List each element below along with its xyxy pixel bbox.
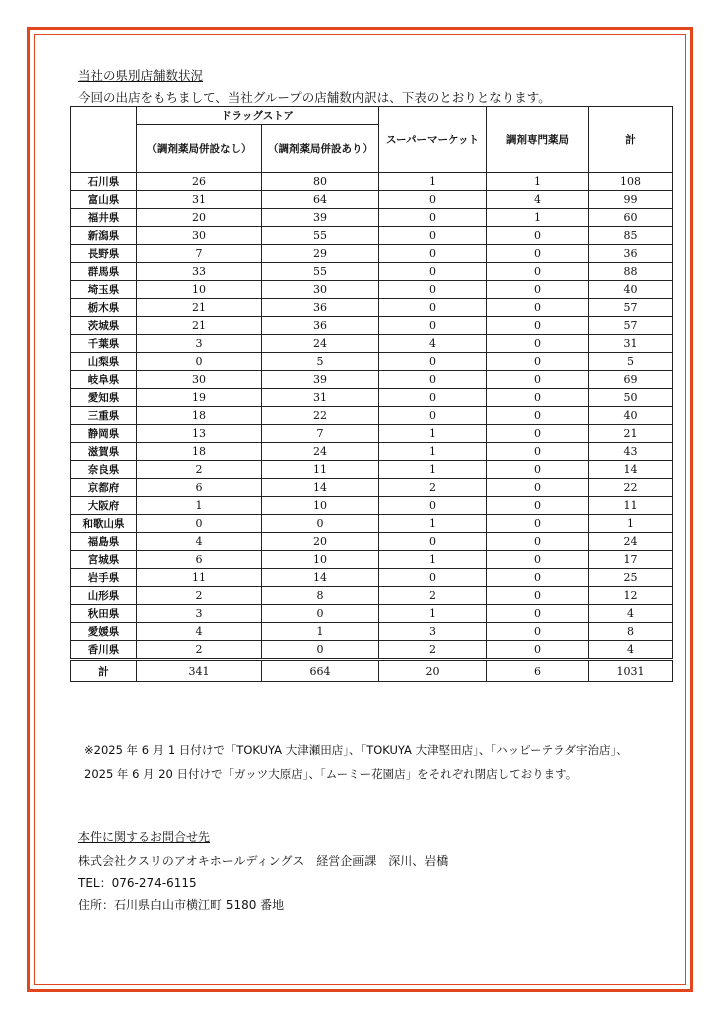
total-cell: 57: [589, 317, 673, 335]
drug-no-dispensing-cell: 30: [137, 371, 262, 389]
total-drug-with-dispensing-cell: 664: [262, 660, 379, 682]
supermarket-cell: 0: [379, 497, 487, 515]
table-row: [71, 299, 673, 317]
section-heading: 当社の県別店舗数状況: [78, 68, 204, 83]
drug-with-dispensing-cell: 39: [262, 371, 379, 389]
drug-with-dispensing-cell: 64: [262, 191, 379, 209]
drug-no-dispensing-cell: 18: [137, 443, 262, 461]
supermarket-cell: 1: [379, 443, 487, 461]
dispensing-only-cell: 0: [487, 371, 589, 389]
total-cell: 21: [589, 425, 673, 443]
table-row: [71, 407, 673, 425]
prefecture-cell: 大阪府: [71, 497, 137, 515]
total-prefecture-cell: 計: [71, 660, 137, 682]
drug-with-dispensing-cell: 0: [262, 605, 379, 623]
supermarket-cell: 2: [379, 479, 487, 497]
dispensing-only-cell: 0: [487, 335, 589, 353]
drug-with-dispensing-cell: 22: [262, 407, 379, 425]
table-row: [71, 569, 673, 587]
drug-with-dispensing-cell: 55: [262, 227, 379, 245]
prefecture-cell: 茨城県: [71, 317, 137, 335]
total-cell: 11: [589, 497, 673, 515]
table-row: [71, 605, 673, 623]
supermarket-cell: 1: [379, 605, 487, 623]
supermarket-cell: 0: [379, 281, 487, 299]
prefecture-cell: 静岡県: [71, 425, 137, 443]
supermarket-cell: 0: [379, 227, 487, 245]
table-row: [71, 191, 673, 209]
total-cell: 31: [589, 335, 673, 353]
total-cell: 4: [589, 641, 673, 660]
drug-no-dispensing-cell: 26: [137, 173, 262, 191]
dispensing-only-cell: 1: [487, 209, 589, 227]
header-drug-no-dispensing: （調剤薬局併設なし）: [137, 125, 262, 173]
closure-note-line-2: 2025 年 6 月 20 日付けで「ガッツ大原店」、「ムーミー花園店」をそれぞれ閉店しております。: [84, 767, 578, 781]
dispensing-only-cell: 0: [487, 641, 589, 660]
table-row: [71, 353, 673, 371]
drug-with-dispensing-cell: 36: [262, 299, 379, 317]
total-cell: 60: [589, 209, 673, 227]
table-row: [71, 533, 673, 551]
drug-with-dispensing-cell: 55: [262, 263, 379, 281]
prefecture-cell: 福島県: [71, 533, 137, 551]
prefecture-cell: 山梨県: [71, 353, 137, 371]
dispensing-only-cell: 0: [487, 443, 589, 461]
dispensing-only-cell: 0: [487, 353, 589, 371]
dispensing-only-cell: 0: [487, 497, 589, 515]
prefecture-cell: 和歌山県: [71, 515, 137, 533]
drug-with-dispensing-cell: 20: [262, 533, 379, 551]
total-cell: 85: [589, 227, 673, 245]
dispensing-only-cell: 0: [487, 605, 589, 623]
prefecture-cell: 岐阜県: [71, 371, 137, 389]
total-cell: 14: [589, 461, 673, 479]
drug-no-dispensing-cell: 30: [137, 227, 262, 245]
prefecture-cell: 福井県: [71, 209, 137, 227]
dispensing-only-cell: 0: [487, 389, 589, 407]
supermarket-cell: 0: [379, 353, 487, 371]
total-dispensing-only-cell: 6: [487, 660, 589, 682]
total-supermarket-cell: 20: [379, 660, 487, 682]
supermarket-cell: 2: [379, 641, 487, 660]
dispensing-only-cell: 0: [487, 461, 589, 479]
table-row: [71, 209, 673, 227]
drug-no-dispensing-cell: 33: [137, 263, 262, 281]
supermarket-cell: 0: [379, 191, 487, 209]
dispensing-only-cell: 0: [487, 533, 589, 551]
drug-no-dispensing-cell: 7: [137, 245, 262, 263]
table-row: [71, 515, 673, 533]
drug-with-dispensing-cell: 39: [262, 209, 379, 227]
total-cell: 5: [589, 353, 673, 371]
dispensing-only-cell: 0: [487, 479, 589, 497]
supermarket-cell: 1: [379, 551, 487, 569]
total-cell: 57: [589, 299, 673, 317]
drug-no-dispensing-cell: 31: [137, 191, 262, 209]
drug-with-dispensing-cell: 29: [262, 245, 379, 263]
total-cell: 43: [589, 443, 673, 461]
drug-no-dispensing-cell: 6: [137, 551, 262, 569]
supermarket-cell: 3: [379, 623, 487, 641]
drug-no-dispensing-cell: 1: [137, 497, 262, 515]
drug-with-dispensing-cell: 14: [262, 479, 379, 497]
table-row: [71, 479, 673, 497]
total-cell: 108: [589, 173, 673, 191]
prefecture-cell: 長野県: [71, 245, 137, 263]
prefecture-cell: 栃木県: [71, 299, 137, 317]
drug-with-dispensing-cell: 10: [262, 551, 379, 569]
supermarket-cell: 0: [379, 245, 487, 263]
total-cell: 22: [589, 479, 673, 497]
dispensing-only-cell: 0: [487, 425, 589, 443]
prefecture-cell: 新潟県: [71, 227, 137, 245]
dispensing-only-cell: 0: [487, 245, 589, 263]
drug-no-dispensing-cell: 18: [137, 407, 262, 425]
drug-no-dispensing-cell: 11: [137, 569, 262, 587]
drug-no-dispensing-cell: 21: [137, 299, 262, 317]
drug-with-dispensing-cell: 31: [262, 389, 379, 407]
table-row: [71, 281, 673, 299]
drug-with-dispensing-cell: 0: [262, 641, 379, 660]
drug-with-dispensing-cell: 14: [262, 569, 379, 587]
dispensing-only-cell: 0: [487, 317, 589, 335]
contact-tel: TEL：076-274-6115: [78, 876, 197, 890]
drug-with-dispensing-cell: 36: [262, 317, 379, 335]
drug-no-dispensing-cell: 4: [137, 623, 262, 641]
table-row: [71, 389, 673, 407]
dispensing-only-cell: 0: [487, 569, 589, 587]
table-row: [71, 623, 673, 641]
prefecture-cell: 愛媛県: [71, 623, 137, 641]
drug-no-dispensing-cell: 13: [137, 425, 262, 443]
table-row: [71, 461, 673, 479]
prefecture-cell: 香川県: [71, 641, 137, 660]
header-drugstore-group: ドラッグストア: [137, 107, 379, 125]
prefecture-cell: 富山県: [71, 191, 137, 209]
supermarket-cell: 1: [379, 173, 487, 191]
dispensing-only-cell: 0: [487, 407, 589, 425]
drug-no-dispensing-cell: 19: [137, 389, 262, 407]
contact-company: 株式会社クスリのアオキホールディングス 経営企画課 深川、岩橋: [78, 854, 449, 868]
drug-with-dispensing-cell: 80: [262, 173, 379, 191]
prefecture-cell: 滋賀県: [71, 443, 137, 461]
table-row: [71, 551, 673, 569]
drug-no-dispensing-cell: 3: [137, 605, 262, 623]
supermarket-cell: 1: [379, 461, 487, 479]
table-row: [71, 263, 673, 281]
supermarket-cell: 0: [379, 263, 487, 281]
prefecture-cell: 千葉県: [71, 335, 137, 353]
dispensing-only-cell: 1: [487, 173, 589, 191]
store-count-table: [70, 106, 673, 682]
supermarket-cell: 0: [379, 407, 487, 425]
table-row: [71, 317, 673, 335]
total-cell: 12: [589, 587, 673, 605]
dispensing-only-cell: 0: [487, 263, 589, 281]
total-cell: 17: [589, 551, 673, 569]
dispensing-only-cell: 0: [487, 515, 589, 533]
drug-no-dispensing-cell: 4: [137, 533, 262, 551]
drug-no-dispensing-cell: 10: [137, 281, 262, 299]
contact-title: 本件に関するお問合せ先: [78, 830, 211, 844]
total-cell: 4: [589, 605, 673, 623]
total-cell: 40: [589, 407, 673, 425]
prefecture-cell: 三重県: [71, 407, 137, 425]
supermarket-cell: 0: [379, 533, 487, 551]
drug-with-dispensing-cell: 30: [262, 281, 379, 299]
total-cell: 69: [589, 371, 673, 389]
drug-with-dispensing-cell: 1: [262, 623, 379, 641]
drug-with-dispensing-cell: 0: [262, 515, 379, 533]
table-row: [71, 227, 673, 245]
supermarket-cell: 2: [379, 587, 487, 605]
drug-no-dispensing-cell: 3: [137, 335, 262, 353]
closure-note: [84, 738, 684, 786]
drug-with-dispensing-cell: 7: [262, 425, 379, 443]
header-dispensing-only: 調剤専門薬局: [487, 107, 589, 173]
total-cell: 24: [589, 533, 673, 551]
prefecture-cell: 石川県: [71, 173, 137, 191]
header-drug-with-dispensing: （調剤薬局併設あり）: [262, 125, 379, 173]
prefecture-cell: 京都府: [71, 479, 137, 497]
dispensing-only-cell: 0: [487, 551, 589, 569]
drug-no-dispensing-cell: 2: [137, 461, 262, 479]
dispensing-only-cell: 0: [487, 623, 589, 641]
drug-no-dispensing-cell: 21: [137, 317, 262, 335]
total-cell: 36: [589, 245, 673, 263]
drug-with-dispensing-cell: 10: [262, 497, 379, 515]
drug-no-dispensing-cell: 2: [137, 587, 262, 605]
table-total-row: [71, 660, 673, 682]
supermarket-cell: 0: [379, 389, 487, 407]
closure-note-line-1: ※2025 年 6 月 1 日付けで「TOKUYA 大津瀬田店」、「TOKUYA 大津堅田店」、「ハッピーテラダ宇治店」、: [84, 743, 628, 757]
prefecture-cell: 岩手県: [71, 569, 137, 587]
prefecture-cell: 埼玉県: [71, 281, 137, 299]
supermarket-cell: 0: [379, 209, 487, 227]
table-row: [71, 335, 673, 353]
total-drug-no-dispensing-cell: 341: [137, 660, 262, 682]
drug-no-dispensing-cell: 0: [137, 353, 262, 371]
dispensing-only-cell: 0: [487, 227, 589, 245]
total-cell: 50: [589, 389, 673, 407]
total-cell: 1: [589, 515, 673, 533]
supermarket-cell: 0: [379, 371, 487, 389]
supermarket-cell: 4: [379, 335, 487, 353]
dispensing-only-cell: 0: [487, 281, 589, 299]
total-cell: 99: [589, 191, 673, 209]
total-cell: 8: [589, 623, 673, 641]
drug-with-dispensing-cell: 5: [262, 353, 379, 371]
table-row: [71, 587, 673, 605]
drug-with-dispensing-cell: 8: [262, 587, 379, 605]
table-body: [71, 173, 673, 682]
supermarket-cell: 0: [379, 317, 487, 335]
drug-no-dispensing-cell: 20: [137, 209, 262, 227]
table-row: [71, 245, 673, 263]
dispensing-only-cell: 0: [487, 587, 589, 605]
table-row: [71, 497, 673, 515]
header-supermarket: スーパーマーケット: [379, 107, 487, 173]
supermarket-cell: 1: [379, 425, 487, 443]
drug-no-dispensing-cell: 6: [137, 479, 262, 497]
drug-with-dispensing-cell: 24: [262, 443, 379, 461]
intro-text: 今回の出店をもちまして、当社グループの店舗数内訳は、下表のとおりとなります。: [78, 90, 551, 105]
prefecture-cell: 群馬県: [71, 263, 137, 281]
prefecture-cell: 秋田県: [71, 605, 137, 623]
dispensing-only-cell: 0: [487, 299, 589, 317]
total-total-cell: 1031: [589, 660, 673, 682]
supermarket-cell: 0: [379, 569, 487, 587]
table-row: [71, 371, 673, 389]
drug-no-dispensing-cell: 0: [137, 515, 262, 533]
header-prefecture-blank: [71, 107, 137, 173]
drug-with-dispensing-cell: 24: [262, 335, 379, 353]
drug-no-dispensing-cell: 2: [137, 641, 262, 660]
prefecture-cell: 山形県: [71, 587, 137, 605]
prefecture-cell: 愛知県: [71, 389, 137, 407]
prefecture-cell: 宮城県: [71, 551, 137, 569]
total-cell: 25: [589, 569, 673, 587]
table-row: [71, 173, 673, 191]
table-row: [71, 443, 673, 461]
table-row: [71, 425, 673, 443]
supermarket-cell: 1: [379, 515, 487, 533]
table-row: [71, 641, 673, 660]
prefecture-cell: 奈良県: [71, 461, 137, 479]
supermarket-cell: 0: [379, 299, 487, 317]
total-cell: 40: [589, 281, 673, 299]
total-cell: 88: [589, 263, 673, 281]
drug-with-dispensing-cell: 11: [262, 461, 379, 479]
dispensing-only-cell: 4: [487, 191, 589, 209]
header-total: 計: [589, 107, 673, 173]
contact-address: 住所：石川県白山市横江町 5180 番地: [78, 898, 285, 912]
